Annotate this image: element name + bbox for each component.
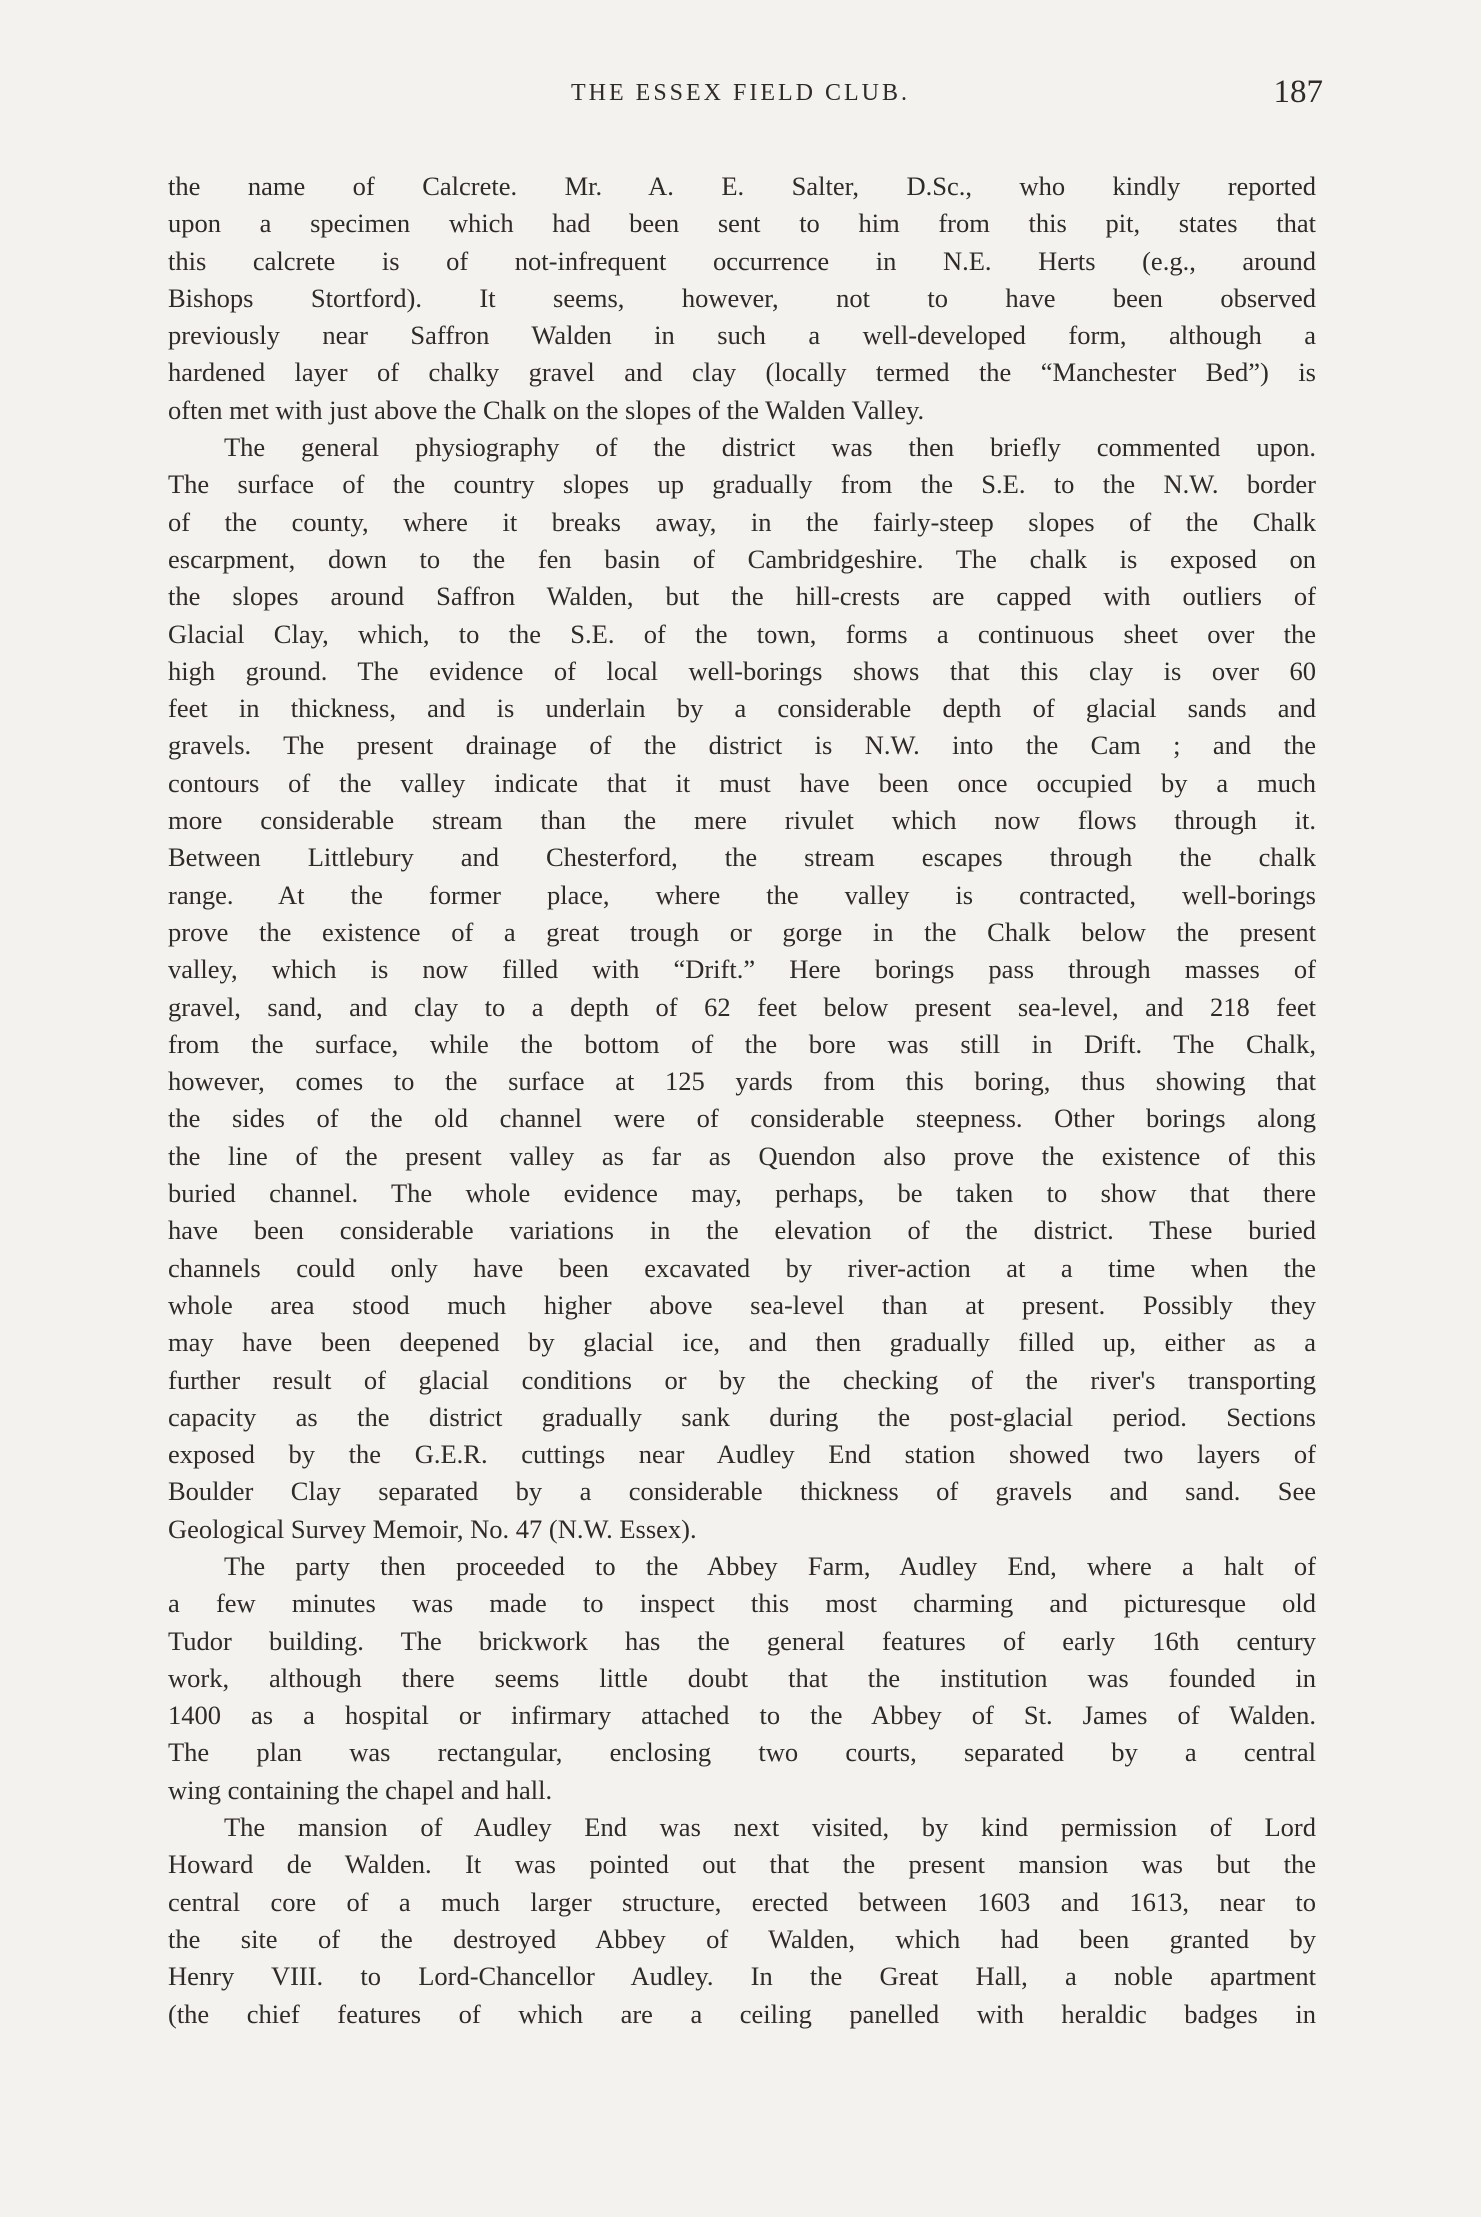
running-head — [0, 74, 1481, 120]
text-line: more considerable stream than the mere rivulet which now flows through it. — [168, 805, 1316, 836]
text-line: The plan was rectangular, enclosing two courts, separated by a central — [168, 1737, 1316, 1768]
text-line: further result of glacial conditions or by the checking of the river's transporting — [168, 1364, 1316, 1395]
paragraph — [168, 168, 1316, 429]
text-line: The surface of the country slopes up gradually from the S.E. to the N.W. border — [168, 469, 1316, 500]
text-line: Between Littlebury and Chesterford, the stream escapes through the chalk — [168, 842, 1316, 873]
text-line: a few minutes was made to inspect this most charming and picturesque old — [168, 1588, 1316, 1619]
text-line: prove the existence of a great trough or gorge in the Chalk below the present — [168, 916, 1316, 947]
paragraph — [168, 429, 1316, 1548]
page-number: 187 — [1273, 74, 1323, 110]
text-line: previously near Saffron Walden in such a well-developed form, although a — [168, 320, 1316, 351]
text-line: valley, which is now filled with “Drift.” Here borings pass through masses of — [168, 954, 1316, 985]
text-line: feet in thickness, and is underlain by a considerable depth of glacial sands and — [168, 693, 1316, 724]
text-line: central core of a much larger structure, erected between 1603 and 1613, near to — [168, 1886, 1316, 1917]
text-line: Bishops Stortford). It seems, however, not to have been observed — [168, 282, 1316, 313]
text-line: Henry VIII. to Lord-Chancellor Audley. In the Great Hall, a noble apartment — [168, 1961, 1316, 1992]
text-line: Howard de Walden. It was pointed out that the present mansion was but the — [168, 1849, 1316, 1880]
text-line: whole area stood much higher above sea-level than at present. Possibly they — [168, 1289, 1316, 1320]
text-line: work, although there seems little doubt that the institution was founded in — [168, 1662, 1316, 1693]
paragraph — [168, 1548, 1316, 1809]
text-line: from the surface, while the bottom of the bore was still in Drift. The Chalk, — [168, 1028, 1316, 1059]
text-line: the name of Calcrete. Mr. A. E. Salter, D.Sc., who kindly reported — [168, 171, 1316, 201]
text-line: high ground. The evidence of local well-borings shows that this clay is over 60 — [168, 655, 1316, 686]
text-line: escarpment, down to the fen basin of Cambridgeshire. The chalk is exposed on — [168, 543, 1316, 574]
text-line: have been considerable variations in the elevation of the district. These buried — [168, 1215, 1316, 1246]
text-line: The party then proceeded to the Abbey Farm, Audley End, where a halt of — [224, 1550, 1316, 1581]
text-line: range. At the former place, where the valley is contracted, well-borings — [168, 879, 1316, 910]
text-line: the slopes around Saffron Walden, but the hill-crests are capped with outliers of — [168, 581, 1316, 612]
text-line: the line of the present valley as far as Quendon also prove the existence of this — [168, 1140, 1316, 1171]
text-line: however, comes to the surface at 125 yards from this boring, thus showing that — [168, 1066, 1316, 1097]
text-line: the sides of the old channel were of considerable steepness. Other borings along — [168, 1103, 1316, 1134]
text-line: The general physiography of the district was then briefly commented upon. — [224, 432, 1316, 463]
text-line: The mansion of Audley End was next visited, by kind permission of Lord — [224, 1812, 1316, 1843]
text-line: upon a specimen which had been sent to him from this pit, states that — [168, 208, 1316, 239]
text-line: exposed by the G.E.R. cuttings near Audley End station showed two layers of — [168, 1439, 1316, 1470]
text-line: Geological Survey Memoir, No. 47 (N.W. Essex). — [168, 1513, 697, 1544]
paragraph — [168, 1809, 1316, 2033]
text-line: this calcrete is of not-infrequent occurrence in N.E. Herts (e.g., around — [168, 245, 1316, 276]
text-line: Tudor building. The brickwork has the general features of early 16th century — [168, 1625, 1316, 1656]
text-line: may have been deepened by glacial ice, and then gradually filled up, either as a — [168, 1327, 1316, 1358]
text-line: contours of the valley indicate that it must have been once occupied by a much — [168, 767, 1316, 798]
text-line: capacity as the district gradually sank during the post-glacial period. Sections — [168, 1401, 1316, 1432]
text-line: gravels. The present drainage of the district is N.W. into the Cam ; and the — [168, 730, 1316, 761]
text-line: Glacial Clay, which, to the S.E. of the town, forms a continuous sheet over the — [168, 618, 1316, 649]
text-line: buried channel. The whole evidence may, perhaps, be taken to show that there — [168, 1178, 1316, 1209]
text-line: wing containing the chapel and hall. — [168, 1774, 553, 1805]
text-line: of the county, where it breaks away, in the fairly-steep slopes of the Chalk — [168, 506, 1316, 537]
text-line: 1400 as a hospital or infirmary attached to the Abbey of St. James of Walden. — [168, 1700, 1316, 1731]
text-line: (the chief features of which are a ceiling panelled with heraldic badges in — [168, 1998, 1316, 2029]
text-line: gravel, sand, and clay to a depth of 62 feet below present sea-level, and 218 feet — [168, 991, 1316, 1022]
text-line: Boulder Clay separated by a considerable thickness of gravels and sand. See — [168, 1476, 1316, 1507]
text-line: channels could only have been excavated by river-action at a time when the — [168, 1252, 1316, 1283]
text-line: the site of the destroyed Abbey of Walden, which had been granted by — [168, 1923, 1316, 1954]
text-line: hardened layer of chalky gravel and clay (locally termed the “Manchester Bed”) is — [168, 357, 1316, 388]
body-text — [168, 168, 1316, 2033]
text-line: often met with just above the Chalk on the slopes of the Walden Valley. — [168, 394, 925, 425]
running-title: THE ESSEX FIELD CLUB. — [571, 80, 910, 106]
